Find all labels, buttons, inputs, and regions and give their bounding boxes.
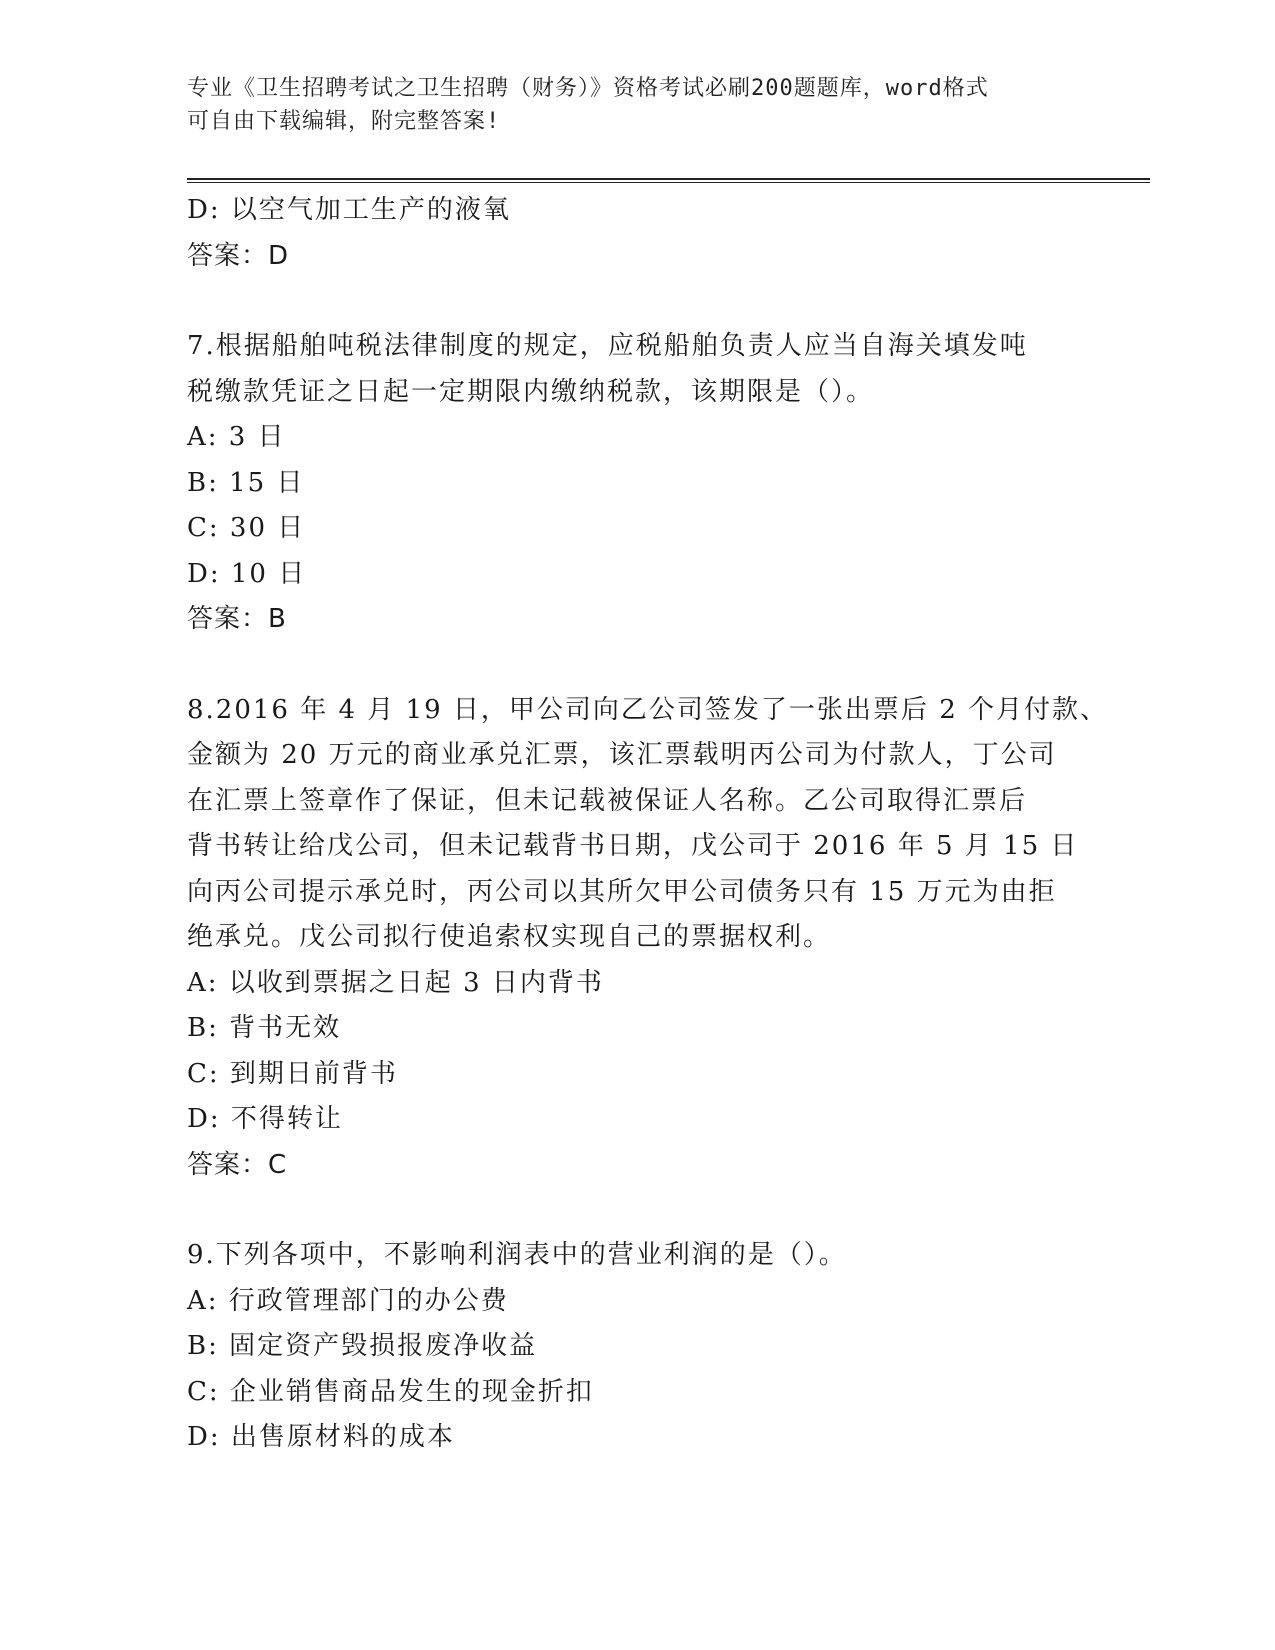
question-6-tail [187,188,1087,279]
header-line-2: 可自由下载编辑，附完整答案! [187,109,501,134]
question-gap [187,643,1087,688]
option-c: C: 企业销售商品发生的现金折扣 [187,1376,594,1407]
option-b: B: 15 日 [187,467,305,498]
question-text-line: 金额为 20 万元的商业承兑汇票，该汇票载明丙公司为付款人，丁公司 [187,740,1057,770]
option-d: D: 不得转让 [187,1104,343,1134]
option-c: C: 到期日前背书 [187,1058,398,1089]
header-divider-thin [187,182,1150,183]
answer-line: 答案：D [187,240,290,271]
option-d: D: 出售原材料的成本 [187,1422,455,1452]
header-line-1: 专业《卫生招聘考试之卫生招聘（财务）》资格考试必刷200题题库，word格式 [187,76,989,101]
question-gap [187,1188,1087,1233]
question-text-line: 9.下列各项中，不影响利润表中的营业利润的是（）。 [187,1240,847,1270]
option-b: B: 固定资产毁损报废净收益 [187,1331,538,1361]
option-d: D: 10 日 [187,558,307,589]
question-gap [187,279,1087,324]
question-text-line: 绝承兑。戊公司拟行使追索权实现自己的票据权利。 [187,922,832,952]
question-text-line: 向丙公司提示承兑时，丙公司以其所欠甲公司债务只有 15 万元为由拒 [187,876,1057,907]
option-a: A: 以收到票据之日起 3 日内背书 [187,967,604,998]
question-9 [187,1233,1087,1461]
option-c: C: 30 日 [187,513,306,543]
document-body [187,188,1108,1461]
question-8 [187,688,1108,1189]
question-text-line: 背书转让给戊公司，但未记载背书日期，戊公司于 2016 年 5 月 15 日 [187,831,1079,861]
option-b: B: 背书无效 [187,1013,342,1043]
answer-line: 答案：C [187,1149,288,1180]
option-a: A: 3 日 [187,422,286,452]
question-text-line: 8.2016 年 4 月 19 日，甲公司向乙公司签发了一张出票后 2 个月付款、 [187,694,1108,725]
page-header [187,72,1087,138]
question-7 [187,324,1087,643]
header-divider-thick [187,178,1150,180]
answer-line: 答案：B [187,604,287,634]
option-a: A: 行政管理部门的办公费 [187,1285,509,1316]
option-d: D: 以空气加工生产的液氧 [187,195,511,225]
question-text-line: 税缴款凭证之日起一定期限内缴纳税款，该期限是（）。 [187,376,875,407]
question-text-line: 7.根据船舶吨税法律制度的规定，应税船舶负责人应当自海关填发吨 [187,331,1028,361]
question-text-line: 在汇票上签章作了保证，但未记载被保证人名称。乙公司取得汇票后 [187,785,1028,816]
